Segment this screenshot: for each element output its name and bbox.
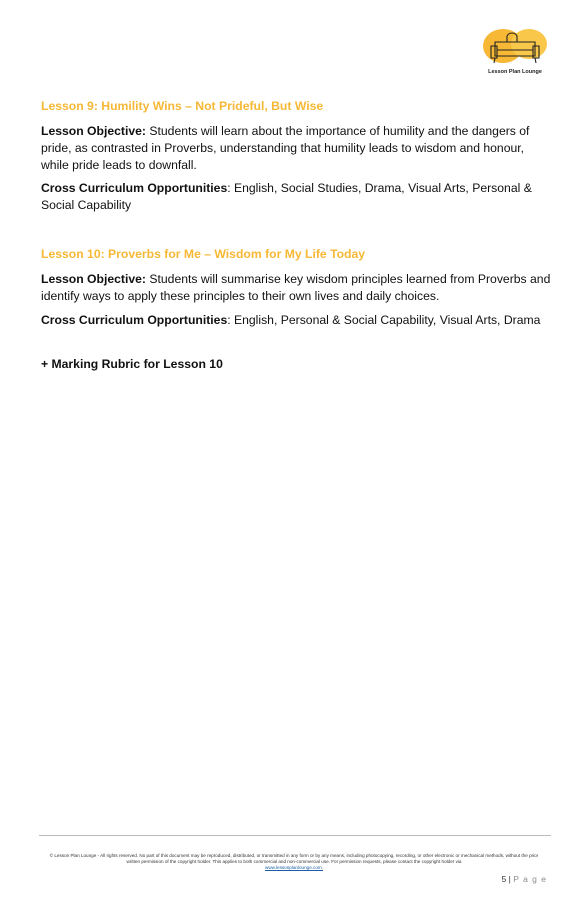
cross-curriculum-text: : English, Personal & Social Capability, Visual Arts, Drama: [227, 312, 541, 327]
lesson-9-cross-curriculum: [41, 180, 551, 214]
lesson-9-title: Lesson 9: Humility Wins – Not Prideful, But Wise: [41, 99, 324, 113]
lesson-9-section: [41, 99, 551, 214]
footer-divider: [39, 835, 551, 836]
page-label: P a g e: [513, 874, 547, 884]
lesson-10-title: Lesson 10: Proverbs for Me – Wisdom for My Life Today: [41, 246, 366, 261]
brand-logo: [481, 26, 549, 78]
logo-text: Lesson Plan Lounge: [488, 69, 542, 75]
objective-label: Lesson Objective:: [41, 271, 146, 286]
cross-curriculum-label: Cross Curriculum Opportunities: [41, 312, 228, 327]
copyright-text: © Lesson Plan Lounge - All rights reserved. No part of this document may be reproduced, distributed, or transmitted in any form or by any means, including photocopying, recording, or other electronic or mechanical methods, without the prior written permission of the copyright holder. This applies to both commercial and non-commercial use. For permission requests, please contact the copyright holder via: [49, 853, 539, 865]
page-number: [502, 874, 547, 884]
cross-curriculum-text: : English, Social Studies, Drama, Visual Arts, Personal & Social Capability: [41, 181, 532, 213]
objective-text: Students will learn about the importance of humility and the dangers of pride, as contrasted in Proverbs, understanding that humility leads to wisdom and honour, while pride leads to downfall.: [41, 124, 530, 172]
page-separator: |: [506, 874, 514, 884]
lesson-10-cross-curriculum: [41, 312, 551, 329]
marking-rubric-link[interactable]: + Marking Rubric for Lesson 10: [41, 357, 223, 372]
lesson-10-section: [41, 247, 551, 328]
objective-label: Lesson Objective:: [41, 124, 146, 138]
lesson-10-objective: [41, 271, 551, 305]
lesson-content: [41, 99, 551, 371]
copyright-notice: [44, 853, 544, 872]
cross-curriculum-label: Cross Curriculum Opportunities: [41, 181, 228, 196]
website-link[interactable]: www.lessonplanlounge.com.: [265, 865, 323, 871]
page-number-value: 5: [501, 874, 507, 884]
lesson-9-objective: [41, 123, 551, 173]
sofa-logo-icon: [481, 26, 549, 70]
objective-text: Students will summarise key wisdom principles learned from Proverbs and identify ways to apply these principles to their own lives and daily choices.: [41, 271, 551, 303]
